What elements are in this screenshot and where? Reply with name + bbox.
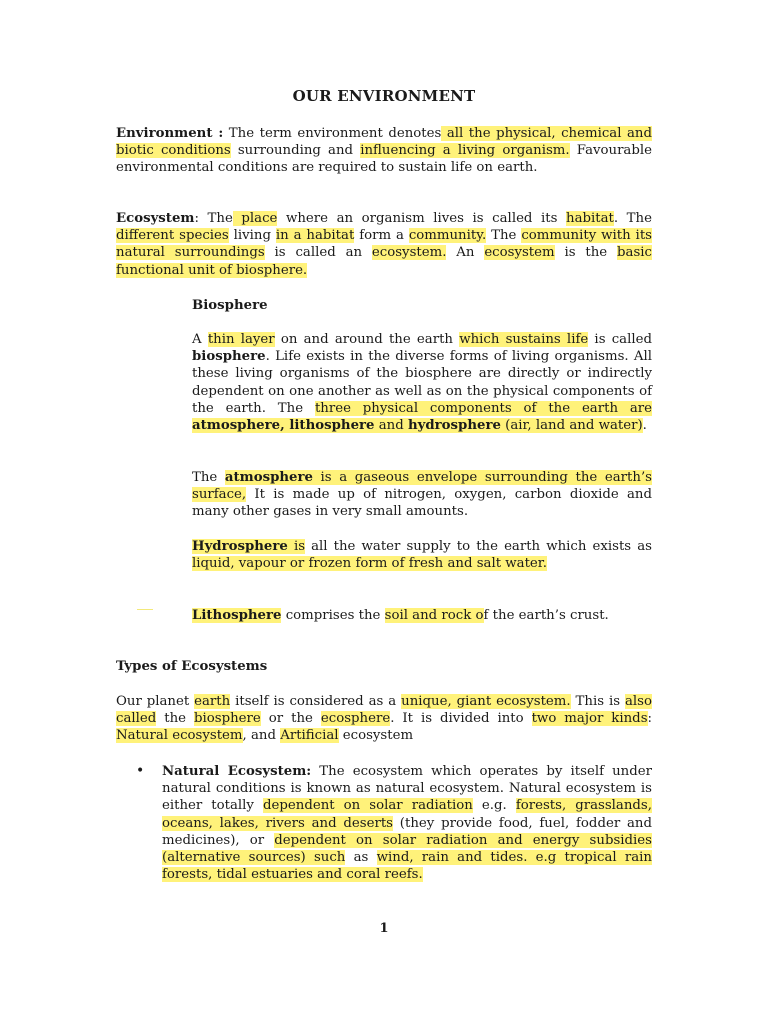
atmosphere-paragraph	[192, 469, 652, 521]
text: It is made up of nitrogen, oxygen, carbon dioxide and many other gases in very small amounts.	[192, 487, 652, 520]
text: The	[192, 470, 225, 485]
highlight: all the physical, chemical and biotic conditions	[116, 126, 652, 159]
text: , and	[242, 728, 281, 744]
highlight: community with its natural surroundings	[116, 228, 652, 261]
text: f the earth’s crust.	[483, 608, 609, 623]
highlight: influencing a living organism.	[360, 143, 570, 159]
highlight: biosphere	[194, 711, 261, 727]
text: form a	[354, 228, 409, 244]
text: The	[486, 228, 522, 244]
highlight: two major kinds	[531, 711, 648, 727]
highlight: soil and rock o	[384, 608, 484, 623]
highlight: dependent on solar radiation	[263, 798, 473, 814]
bold-term: biosphere	[192, 349, 266, 365]
highlight: unique, giant ecosystem.	[401, 694, 571, 709]
bold-term: atmosphere	[224, 470, 313, 485]
biosphere-heading: Biosphere	[192, 298, 268, 313]
page-title: OUR ENVIRONMENT	[292, 87, 476, 105]
highlight: habitat	[566, 211, 614, 226]
types-heading: Types of Ecosystems	[116, 659, 268, 674]
ecosystem-paragraph	[116, 210, 652, 279]
environment-paragraph	[116, 125, 652, 177]
text: The term environment denotes	[223, 126, 442, 141]
hydrosphere-paragraph	[192, 538, 652, 572]
highlight: ecosystem	[484, 245, 555, 261]
highlight: community.	[408, 228, 487, 244]
text: Our planet	[116, 694, 195, 709]
text: is called an	[264, 245, 372, 261]
text: e.g.	[472, 798, 516, 814]
biosphere-paragraph	[192, 331, 652, 434]
highlight-group	[192, 608, 281, 623]
highlight: three physical components of the earth are	[314, 400, 653, 416]
text: where an organism lives is called its	[277, 211, 566, 226]
text: comprises the	[281, 608, 385, 623]
bold-term: Natural Ecosystem:	[162, 764, 312, 779]
highlight: (air, land and water)	[500, 418, 643, 434]
highlight: Natural ecosystem	[116, 728, 243, 744]
text: . It is divided into	[390, 711, 532, 727]
highlight: liquid, vapour or frozen form of fresh and salt water.	[192, 556, 547, 572]
bullet-icon: •	[136, 763, 145, 779]
highlight: ecosphere	[320, 711, 391, 727]
highlight: and	[374, 418, 408, 434]
highlight: earth	[194, 694, 231, 709]
highlight-group	[192, 539, 305, 554]
stray-mark	[137, 609, 153, 610]
highlight: is a gaseous envelope surrounding the earth’s surface,	[192, 470, 652, 503]
text: : The	[194, 211, 233, 226]
highlight: thin layer	[207, 332, 275, 347]
highlight: also called	[116, 694, 652, 727]
text: is the	[554, 245, 618, 261]
highlight: wind, rain and tides. e.g tropical rain forests, tidal estuaries and coral reefs.	[162, 850, 652, 883]
text: as	[345, 850, 377, 866]
highlight: is	[287, 539, 306, 554]
text: This is	[570, 694, 625, 709]
text: ecosystem	[338, 728, 414, 744]
text: surrounding and	[230, 143, 361, 159]
text: The ecosystem which operates by itself under natural conditions is known as natural ecosystem. Natural ecosystem is either totally	[162, 764, 652, 814]
text: :	[647, 711, 652, 727]
ecosystem-term: Ecosystem	[116, 211, 195, 226]
text: is called	[588, 332, 652, 347]
types-paragraph	[116, 693, 652, 745]
text: the	[156, 711, 195, 727]
highlight: dependent on solar radiation and energy subsidies (alternative sources) such	[162, 832, 652, 866]
highlight: basic functional unit of biosphere.	[116, 245, 652, 278]
highlight: in a habitat	[275, 228, 355, 244]
bold-term: Hydrosphere	[192, 539, 288, 554]
highlight: Artificial	[280, 728, 339, 744]
highlight: place	[232, 211, 278, 226]
text: .	[642, 418, 647, 434]
bold-term: atmosphere, lithosphere	[192, 418, 375, 434]
text: living	[228, 228, 276, 244]
bold-term: Lithosphere	[192, 608, 282, 623]
text: (they provide food, fuel, fodder and medicines), or	[162, 815, 652, 848]
highlight: which sustains life	[459, 332, 589, 347]
highlight: different species	[116, 228, 229, 244]
environment-term: Environment :	[116, 126, 224, 141]
page-number: 1	[379, 921, 389, 936]
lithosphere-paragraph	[192, 607, 652, 624]
bold-term: hydrosphere	[407, 418, 501, 434]
highlight: ecosystem.	[371, 245, 447, 261]
text: itself is considered as a	[230, 694, 402, 709]
natural-ecosystem-item	[162, 763, 652, 883]
text: or the	[260, 711, 321, 727]
text: . The	[613, 211, 652, 226]
text: An	[446, 245, 485, 261]
text: Favourable environmental conditions are required to sustain life on earth.	[116, 143, 652, 176]
highlight: forests, grasslands, oceans, lakes, rivers and deserts	[162, 798, 652, 831]
text: on and around the earth	[274, 332, 460, 347]
text: . Life exists in the diverse forms of living organisms. All these living organisms of the biosphere are directly or indirectly dependent on one another as well as on the physical components of the earth. The	[192, 349, 652, 416]
text: all the water supply to the earth which exists as	[305, 539, 652, 554]
text: A	[192, 332, 208, 347]
